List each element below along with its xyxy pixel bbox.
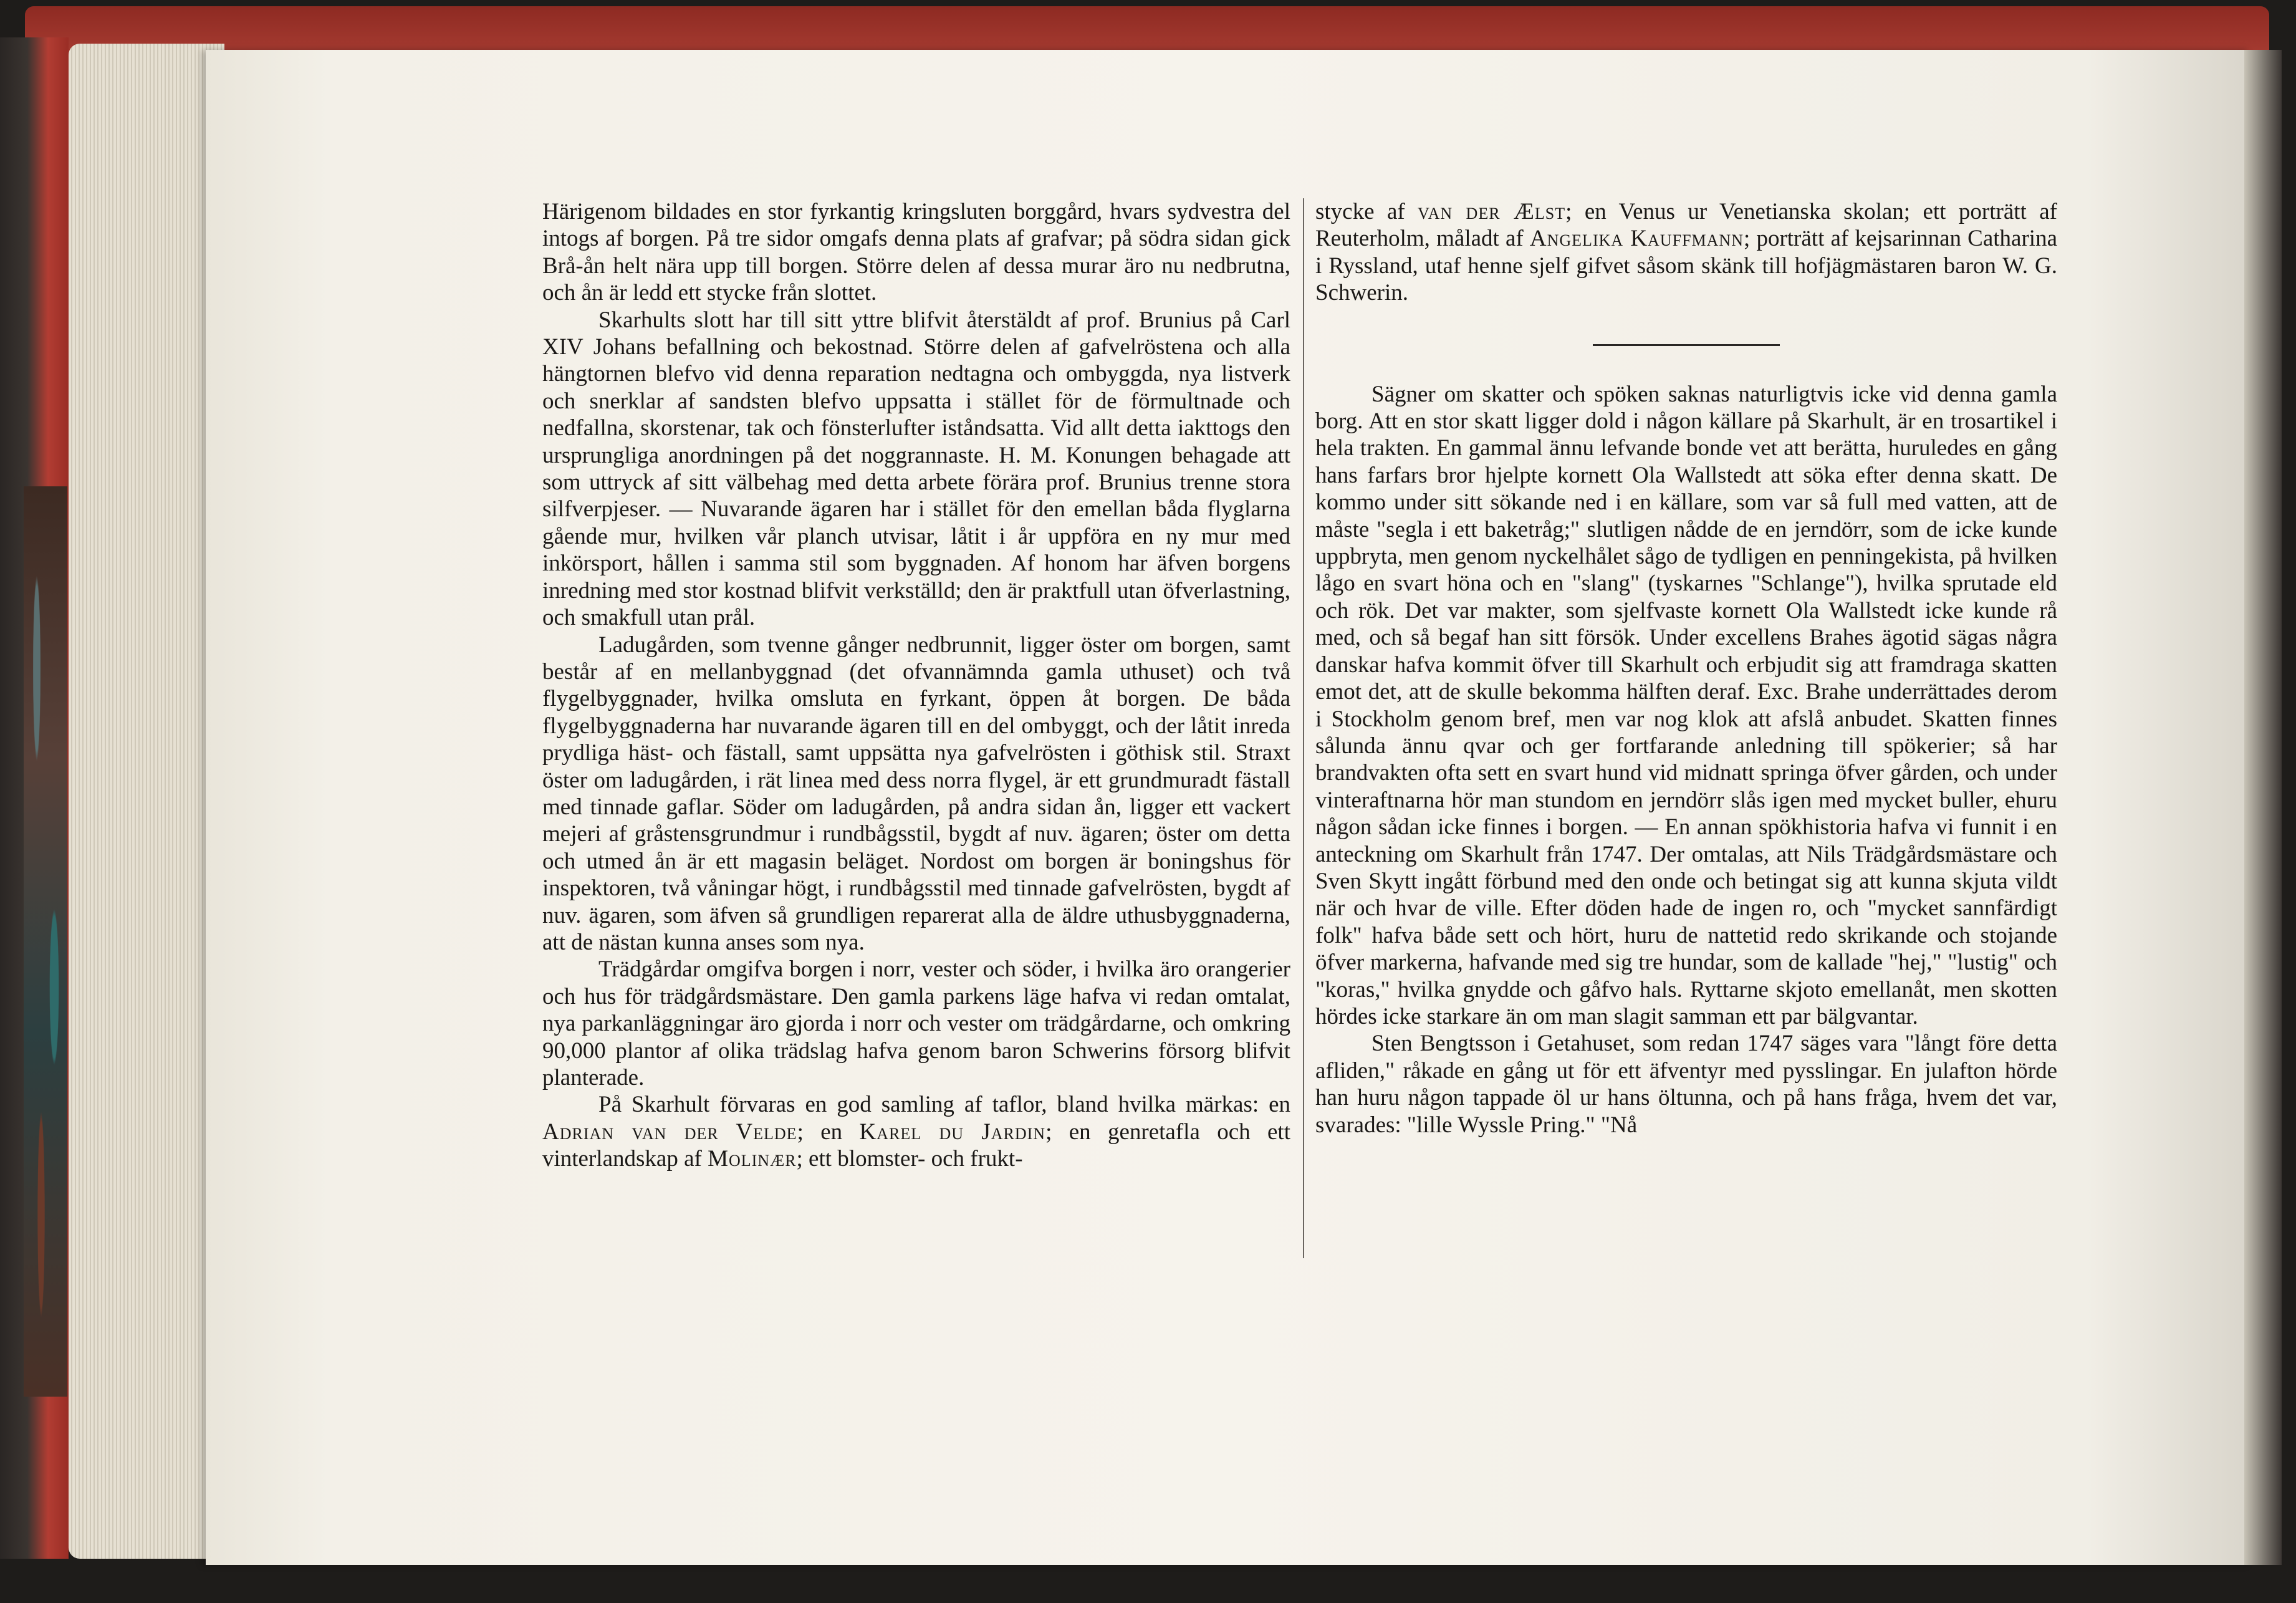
left-column (542, 198, 1290, 1173)
paragraph-2: Sägner om skatter och spöken saknas naturligtvis icke vid denna gamla borg. Att en stor skatt ligger dold i någon källare på Skarhult, är en trosartikel i hela trakten. En gammal ännu lefvande bonde vet att berätta, huruledes en gång hans farfars bror hjelpte kornett Ola Wallstedt att söka efter denna skatt. De kommo under sitt sökande ned i en källare, som var så full med vatten, att de måste "segla i ett baketråg;" slutligen nådde de en jerndörr, som de icke kunde uppbryta, men genom nyckelhålet sågo de tydligen en penningekista, på hvilken lågo en svart höna och en "slang" (tyskarnes "Schlange"), hvilka sprutade eld och rök. Det var makter, som sjelfvaste kornett Ola Wallstedt icke kunde rå med, och så begaf han sitt försök. Under excellens Brahes ägotid sägas några danskar hafva kommit öfver till Skarhult och erbjudit sig att framdraga skatten emot det, att de skulle bekomma hälften deraf. Exc. Brahe underrättades derom i Stockholm genom bref, men var nog klok att afslå anbudet. Skatten finnes sålunda ännu qvar och ger fortfarande anledning till spökerier; så har brandvakten ofta sett en svart hund vid midnatt springa öfver gården, och under vinteraftnarna hör man stundom en jerndörr slås igen med mycket buller, ehuru någon sådan icke finnes i borgen. — En annan spökhistoria hafva vi funnit i en anteckning om Skarhult från 1747. Der omtalas, att Nils Trädgårdsmästare och Sven Skytt ingått förbund med den onde och betingat sig att kunna skjuta vildt när och hvar de ville. Efter döden hade de ingen ro, och "mycket sannfärdigt folk" hafva både sett och hört, huru de nattetid redo skrikande och stojande öfver markerna, hafvande med sig tre hundar, som de kallade "hej," "lustig" och "koras," hvilka gnydde och gåfvo hals. Ryttarne skjoto emellanåt, men skotten hördes icke starkare än om man slagit samman ett par bälgvantar. (1315, 381, 2057, 1029)
text-run: ; porträtt af kejsarinnan Catharina i Ryssland, utaf henne sjelf gifvet såsom skänk till hofjägmästaren baron W. G. Schwerin. (1315, 226, 2057, 306)
column-rule (1303, 198, 1304, 1258)
paragraph-3: Ladugården, som tvenne gånger nedbrunnit, ligger öster om borgen, samt består af en mellanbyggnad (det ofvannämnda gamla uthuset) och två flygelbyggnader, hvilka omsluta en fyrkant, öppen åt borgen. De båda flygelbyggnaderna har nuvarande ägaren till en del ombyggt, och der låtit inreda prydliga häst- och fästall, samt uppsätta nya gafvelrösten i göthisk stil. Straxt öster om ladugården, i rät linea med dess norra flygel, är ett grundmuradt fästall med tinnade gaflar. Söder om ladugården, på andra sidan ån, ligger ett vackert mejeri af gråstensgrundmur i rundbågsstil, bygdt af nuv. ägaren; öster om detta och utmed ån är ett magasin beläget. Nordost om borgen är boningshus för inspektoren, två våningar högt, i rundbågsstil med tinnade gafvelrösten, bygdt af nuv. ägaren, som äfven så grundligen reparerat alla de äldre uthusbyggnaderna, att de nästan kunna anses som nya. (542, 632, 1290, 955)
page-edge (2244, 50, 2282, 1565)
artist-name: Karel du Jardin (859, 1119, 1046, 1145)
page-stack (69, 44, 224, 1559)
artist-name: van der Ælst (1418, 199, 1566, 224)
paragraph-3: Sten Bengtsson i Getahuset, som redan 1747 säges vara "långt före detta afliden," råkade en gång ut för ett äfventyr med pysslingar. En julafton hörde han huru någon tappade öl ur hans öltunna, och på hans fråga, hvem det var, svarades: "lille Wyssle Pring." "Nå (1315, 1031, 2057, 1138)
paragraph-1 (1315, 198, 2057, 307)
paragraph-2: Skarhults slott har till sitt yttre blifvit återstäldt af prof. Brunius på Carl XIV Johans befallning och bekostnad. Större delen af gafvelröstena och alla hängtornen blefvo vid denna reparation nedtagna och ombyggda, nya listverk och snerklar af sandsten blefvo uppsatta i stället för de förmultnade och nedfallna, skorstenar, tak och fönsterlufter iståndsatta. Vid allt detta iakttogs den ursprungliga anordningen på det noggrannaste. H. M. Konungen behagade att som uttryck af sitt välbehag med detta arbete förära prof. Brunius trenne stora silfverpjeser. — Nuvarande ägaren har i stället för den emellan båda flyglarna gående mur, hvilken vår planch utvisar, låtit i år uppföra en ny mur med inkörsport, hållen i samma stil som byggnaden. Af honom har äfven borgens inredning med stor kostnad blifvit verkställd; den är praktfull utan öfverlastning, och smakfull utan prål. (542, 307, 1290, 631)
paragraph-5 (542, 1091, 1290, 1172)
artist-name: Adrian van der Velde (542, 1119, 797, 1145)
artist-name: Angelika Kauffmann (1529, 226, 1744, 252)
artist-name: Molinær (708, 1146, 797, 1172)
text-run: På Skarhult förvaras en god samling af taflor, bland hvilka märkas: en (598, 1092, 1290, 1118)
marbled-endpaper (24, 486, 67, 1397)
text-run: ; ett blomster- och frukt- (796, 1146, 1023, 1172)
text-run: ; en (797, 1119, 860, 1145)
text-run: stycke af (1315, 199, 1418, 224)
right-column (1315, 198, 2057, 1138)
paragraph-4: Trädgårdar omgifva borgen i norr, vester och söder, i hvilka äro orangerier och hus för trädgårdsmästare. Den gamla parkens läge hafva vi redan omtalat, nya parkanläggningar äro gjorda i norr och vester om trädgårdarne, och omkring 90,000 plantor af olika trädslag hafva genom baron Schwerins försorg blifvit planterade. (542, 956, 1290, 1090)
paragraph-1: Härigenom bildades en stor fyrkantig kringsluten borggård, hvars sydvestra del intogs af borgen. På tre sidor omgafs denna plats af grafvar; på södra sidan gick Brå-ån helt nära upp till borgen. Större delen af dessa murar äro nu nedbrutna, och ån är ledd ett stycke från slottet. (542, 199, 1290, 306)
section-divider (1593, 344, 1780, 346)
text-run: ; en Venus ur Venetianska skolan; ett porträtt af Reuterholm, måladt af (1315, 199, 2057, 252)
text-run: ; en genretafla och ett vinterlandskap af (542, 1119, 1290, 1172)
